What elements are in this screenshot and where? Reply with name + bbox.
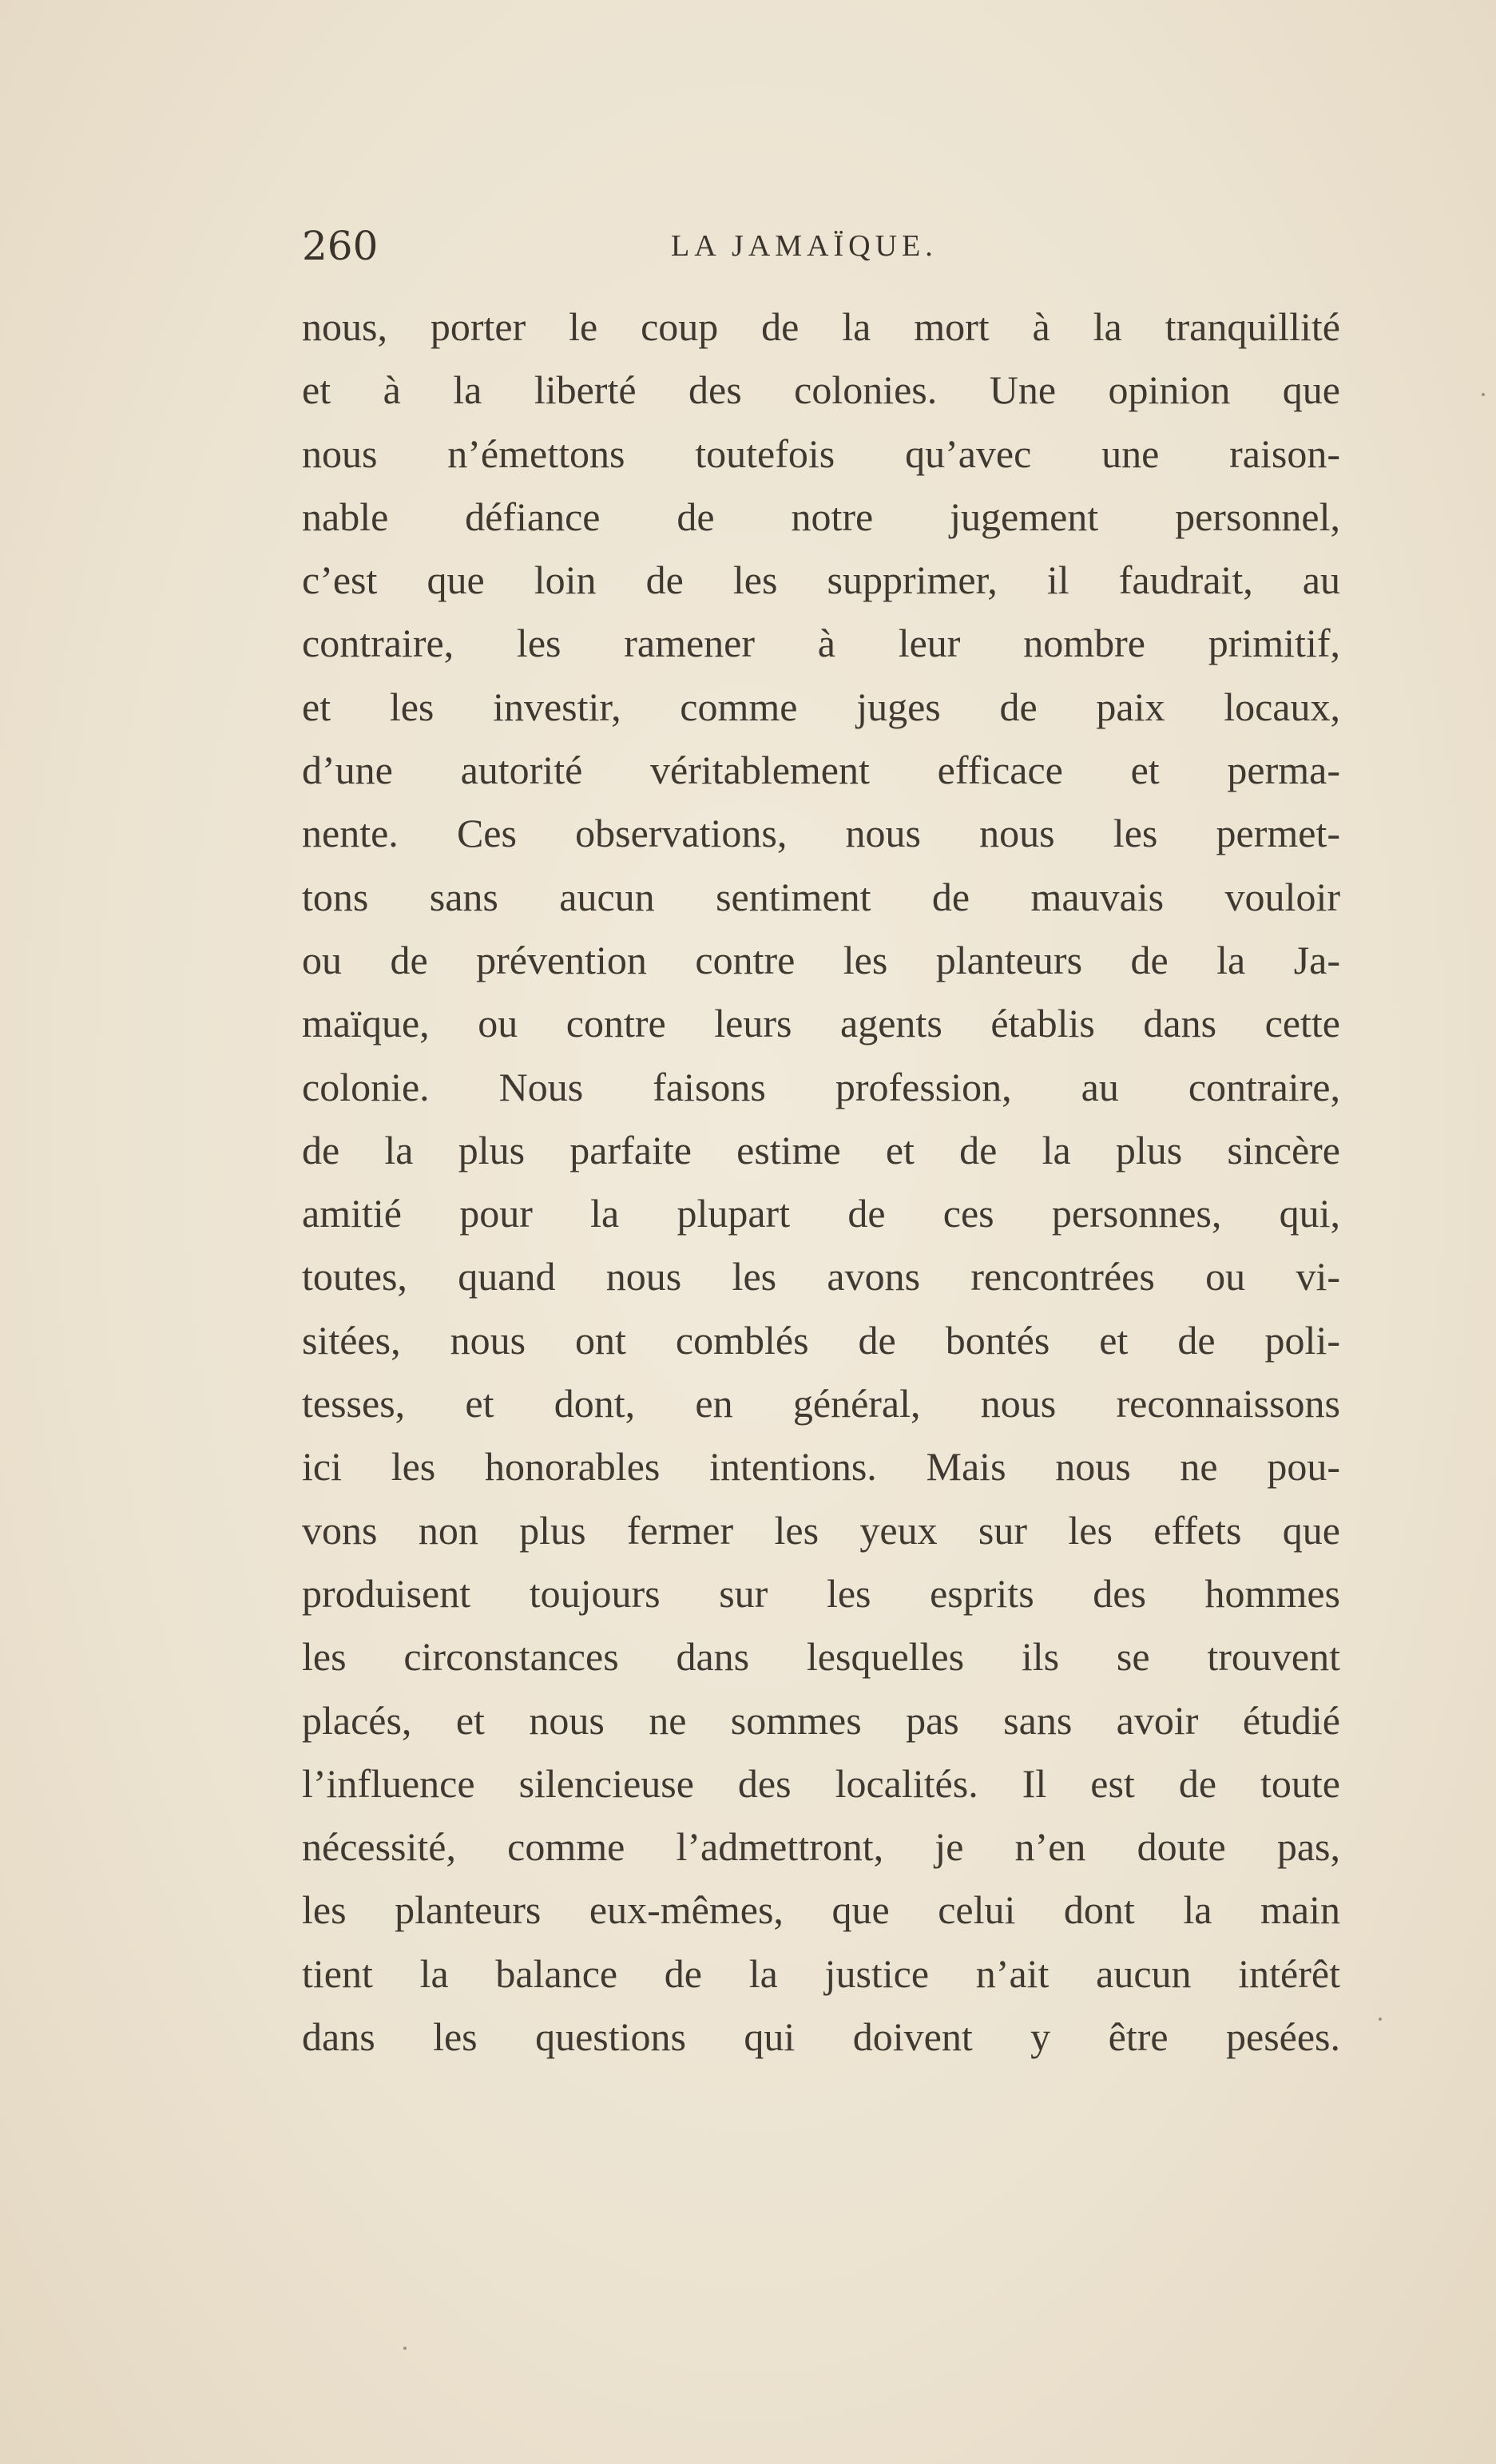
text-line: amitié pour la plupart de ces personnes, qui, (302, 1191, 1340, 1236)
text-line: les circonstances dans lesquelles ils se trouvent (302, 1634, 1340, 1680)
text-line: et les investir, comme juges de paix locaux, (302, 684, 1340, 729)
text-line: nous n’émettons toutefois qu’avec une raison- (302, 431, 1340, 476)
text-line: les planteurs eux-mêmes, que celui dont la main (302, 1887, 1340, 1933)
text-line: de la plus parfaite estime et de la plus sincère (302, 1127, 1340, 1172)
text-line: nable défiance de notre jugement personnel, (302, 494, 1340, 539)
text-line: vons non plus fermer les yeux sur les effets que (302, 1507, 1340, 1553)
text-line: et à la liberté des colonies. Une opinion que (302, 367, 1340, 413)
text-line: dans les questions qui doivent y être pesées. (302, 2014, 1340, 2060)
text-line: nente. Ces observations, nous nous les permet- (302, 811, 1340, 856)
text-line: maïque, ou contre leurs agents établis dans cette (302, 1001, 1340, 1046)
text-line: tient la balance de la justice n’ait aucun intérêt (302, 1950, 1340, 1996)
text-line: tons sans aucun sentiment de mauvais vouloir (302, 874, 1340, 919)
text-line: c’est que loin de les supprimer, il faudrait, au (302, 557, 1340, 603)
text-line: ici les honorables intentions. Mais nous ne pou- (302, 1444, 1340, 1490)
text-line: tesses, et dont, en général, nous reconnaissons (302, 1381, 1340, 1426)
text-line: ou de prévention contre les planteurs de la Ja- (302, 937, 1340, 982)
text-line: contraire, les ramener à leur nombre primitif, (302, 621, 1340, 666)
text-line: toutes, quand nous les avons rencontrées ou vi- (302, 1254, 1340, 1299)
paper-speck (1379, 2018, 1382, 2021)
text-line: sitées, nous ont comblés de bontés et de poli- (302, 1317, 1340, 1363)
text-line: nous, porter le coup de la mort à la tranquillité (302, 304, 1340, 349)
paper-speck (1482, 393, 1485, 396)
text-line: d’une autorité véritablement efficace et perma- (302, 748, 1340, 793)
paper-speck (403, 2347, 407, 2350)
text-line: colonie. Nous faisons profession, au contraire, (302, 1064, 1340, 1109)
body-text (302, 296, 1340, 2069)
running-title: LA JAMAÏQUE. (671, 229, 938, 263)
text-line: nécessité, comme l’admettront, je n’en doute pas, (302, 1824, 1340, 1870)
text-line: l’influence silencieuse des localités. Il est de toute (302, 1760, 1340, 1806)
page-header (302, 214, 1340, 278)
text-line: produisent toujours sur les esprits des hommes (302, 1570, 1340, 1616)
page-number: 260 (302, 223, 379, 269)
text-line: placés, et nous ne sommes pas sans avoir étudié (302, 1697, 1340, 1743)
